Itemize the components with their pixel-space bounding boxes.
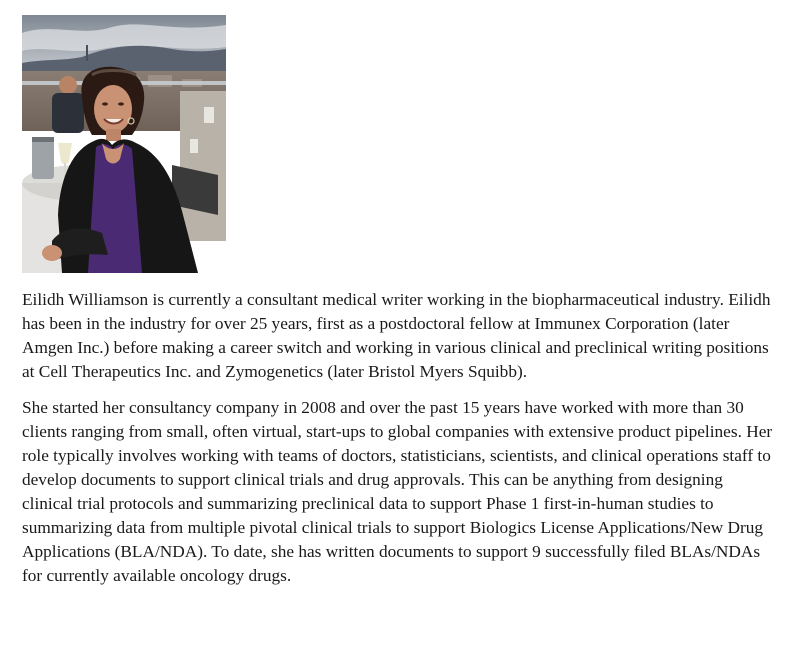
profile-photo (22, 15, 226, 273)
bio-paragraph-2: She started her consultancy company in 2008 and over the past 15 years have worked with more than 30 clients ranging from small, often virtual, start-ups to global companies with extensive product pipelines. Her role typically involves working with teams of doctors, statisticians, scientists, and clinical operations staff to develop documents to support clinical trials and drug approvals. This can be anything from designing clinical trial protocols and summarizing preclinical data to support Phase 1 first-in-human studies to summarizing data from multiple pivotal clinical trials to support Biologics License Applications/New Drug Applications (BLA/NDA). To date, she has written documents to support 9 successfully filed BLAs/NDAs for currently available oncology drugs. (22, 398, 773, 585)
photo-background-person (59, 76, 77, 94)
bio-text (22, 288, 774, 600)
photo-ice-bucket (32, 137, 54, 179)
photo-building-right (180, 91, 226, 241)
photo-spire (86, 45, 88, 61)
photo-wine-glass (58, 143, 72, 164)
photo-woman-face (94, 85, 132, 133)
bio-paragraph-1: Eilidh Williamson is currently a consultant medical writer working in the biopharmaceutical industry. Eilidh has been in the industry for over 25 years, first as a postdoctoral fellow at Immunex Corporation (later Amgen Inc.) before making a career switch and working in various clinical and preclinical writing positions at Cell Therapeutics Inc. and Zymogenetics (later Bristol Myers Squibb). (22, 290, 771, 381)
